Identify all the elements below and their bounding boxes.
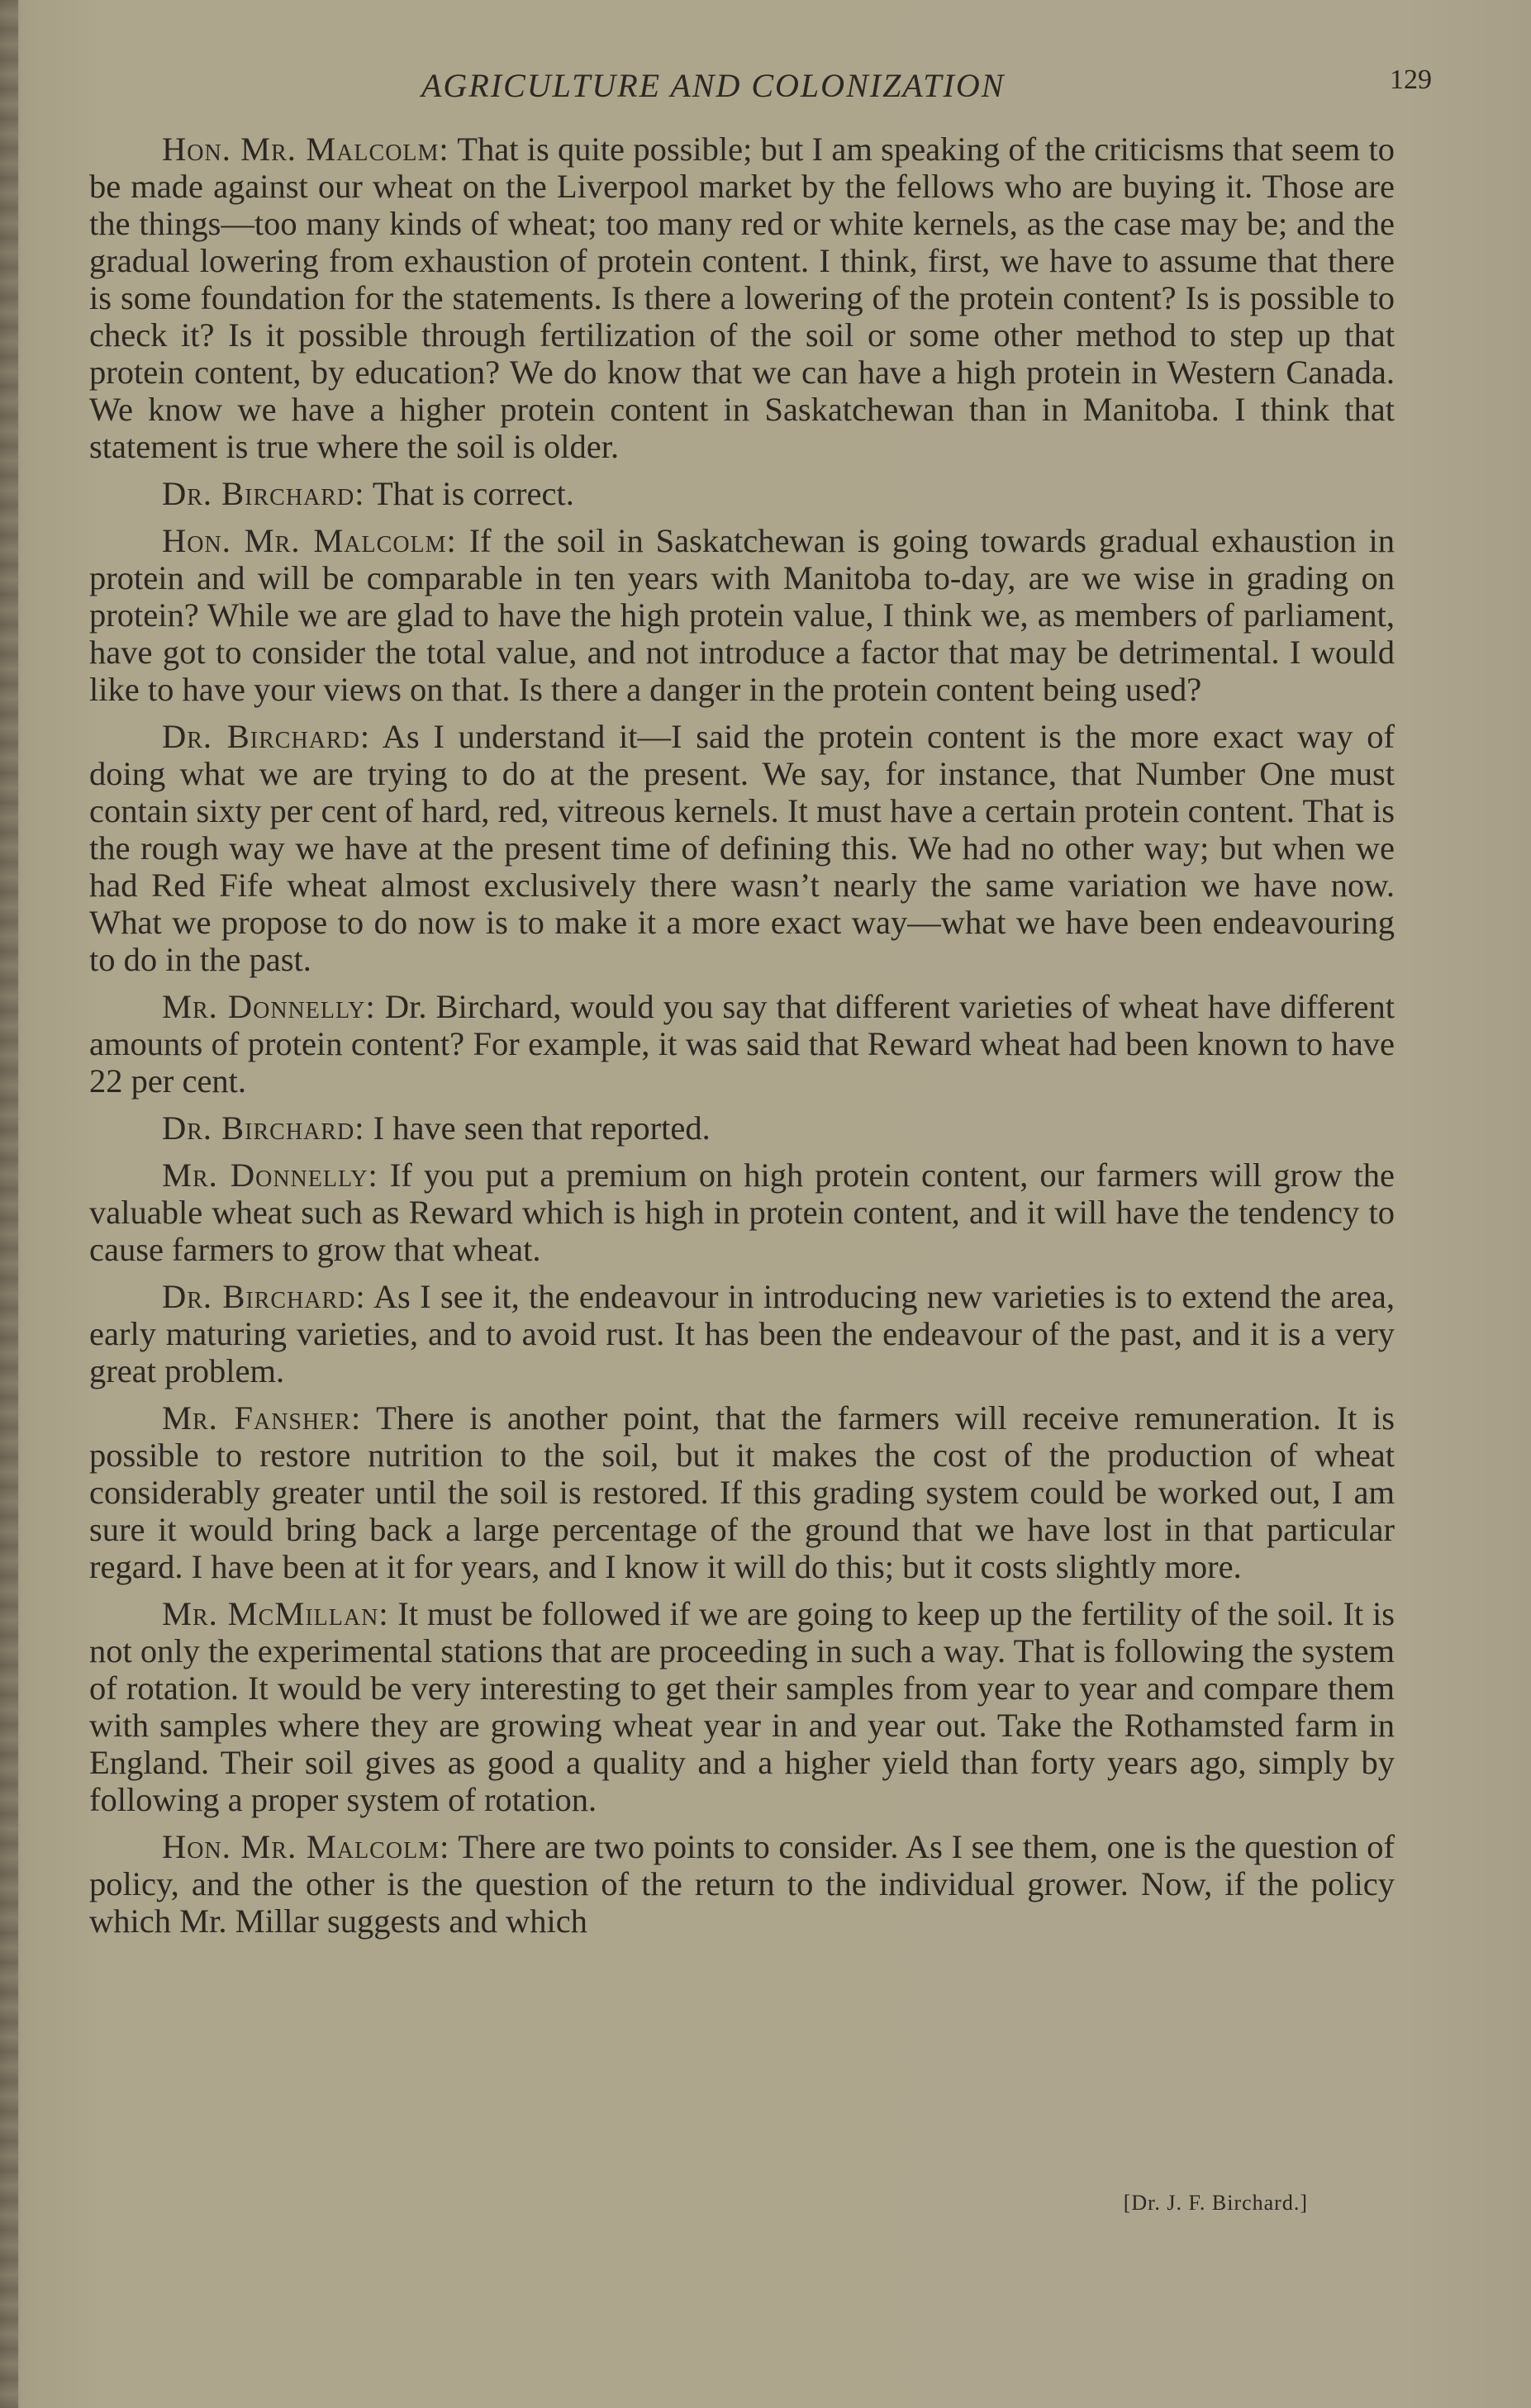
paragraph — [89, 1399, 1395, 1585]
speaker-name: Dr. Birchard: — [162, 475, 365, 512]
paragraph — [89, 1278, 1395, 1389]
paragraph — [89, 1157, 1395, 1268]
speaker-name: Mr. McMillan: — [162, 1595, 389, 1632]
paragraph-text: As I understand it—I said the protein content is the more exact way of doing what we are trying to do at the present. We say, for instance, that Number One must contain sixty per cent of hard, red, vitreous kernels. It must have a certain protein content. That is the rough way we have at the present time of defining this. We had no other way; but when we had Red Fife wheat almost exclusively there wasn’t nearly the same variation we have now. What we propose to do now is to make it a more exact way—what we have been endeavouring to do in the past. — [89, 718, 1395, 978]
running-head: AGRICULTURE AND COLONIZATION — [421, 67, 1006, 104]
speaker-name: Dr. Birchard: — [162, 1109, 365, 1147]
speaker-name: Dr. Birchard: — [162, 718, 371, 755]
paragraph — [89, 1595, 1395, 1818]
paragraph — [89, 1828, 1395, 1940]
paragraph-text: That is correct. — [372, 475, 574, 512]
speaker-name: Hon. Mr. Malcolm: — [162, 1828, 450, 1865]
paragraph-text: There is another point, that the farmers will receive remuneration. It is possible to restore nutrition to the soil, but it makes the cost of the production of wheat considerably greater until the soil is restored. If this grading system could be worked out, I am sure it would bring back a large percentage of the ground that we have lost in that particular regard. I have been at it for years, and I know it will do this; but it costs slightly more. — [89, 1399, 1395, 1585]
paragraph-text: If the soil in Saskatchewan is going towards gradual exhaustion in protein and will be comparable in ten years with Manitoba to-day, are we wise in grading on protein? While we are glad to have the high protein value, I think we, as members of parliament, have got to consider the total value, and not introduce a factor that may be detrimental. I would like to have your views on that. Is there a danger in the protein content being used? — [89, 522, 1395, 708]
paragraph-text: I have seen that reported. — [373, 1109, 711, 1147]
paragraph — [89, 131, 1395, 465]
paragraph-text: If you put a premium on high protein content, our farmers will grow the valuable wheat such as Reward which is high in protein content, and it will have the tendency to cause farmers to grow that wheat. — [89, 1157, 1395, 1268]
speaker-name: Mr. Fansher: — [162, 1399, 362, 1437]
speaker-name: Hon. Mr. Malcolm: — [162, 131, 449, 168]
paragraph — [89, 475, 1395, 512]
paragraph-text: It must be followed if we are going to keep up the fertility of the soil. It is not only the experimental stations that are proceeding in such a way. That is following the system of rotation. It would be very interesting to get their samples from year to year and compare them with samples where they are growing wheat year in and year out. Take the Rothamsted farm in England. Their soil gives as good a quality and a higher yield than forty years ago, simply by following a proper system of rotation. — [89, 1595, 1395, 1818]
paragraph-text: That is quite possible; but I am speaking of the criticisms that seem to be made against our wheat on the Liverpool market by the fellows who are buying it. Those are the things—too many kinds of wheat; too many red or white kernels, as the case may be; and the gradual lowering from exhaustion of protein content. I think, first, we have to assume that there is some foundation for the statements. Is there a lowering of the protein content? Is is possible to check it? Is it possible through fertilization of the soil or some other method to step up that protein content, by education? We do know that we can have a high protein in Western Canada. We know we have a higher protein content in Saskatchewan than in Manitoba. I think that statement is true where the soil is older. — [89, 131, 1395, 465]
speaker-name: Mr. Donnelly: — [162, 988, 376, 1025]
page-number: 129 — [1390, 64, 1432, 95]
speaker-attribution: [Dr. J. F. Birchard.] — [1123, 2191, 1308, 2215]
paragraph-text: As I see it, the endeavour in introducing new varieties is to extend the area, early maturing varieties, and to avoid rust. It has been the endeavour of the past, and it is a very great problem. — [89, 1278, 1395, 1389]
paragraph-text: Dr. Birchard, would you say that different varieties of wheat have different amounts of protein content? For example, it was said that Reward wheat had been known to have 22 per cent. — [89, 988, 1395, 1100]
speaker-name: Hon. Mr. Malcolm: — [162, 522, 457, 559]
page-binding-edge — [0, 0, 18, 2408]
page-body — [89, 131, 1395, 1950]
paragraph — [89, 1109, 1395, 1147]
paragraph-text: There are two points to consider. As I see them, one is the question of policy, and the other is the question of the return to the individual grower. Now, if the policy which Mr. Millar suggests and which — [89, 1828, 1395, 1940]
speaker-name: Mr. Donnelly: — [162, 1157, 378, 1194]
speaker-name: Dr. Birchard: — [162, 1278, 366, 1315]
paragraph — [89, 718, 1395, 978]
page-header — [91, 64, 1432, 114]
paragraph — [89, 522, 1395, 708]
paragraph — [89, 988, 1395, 1100]
